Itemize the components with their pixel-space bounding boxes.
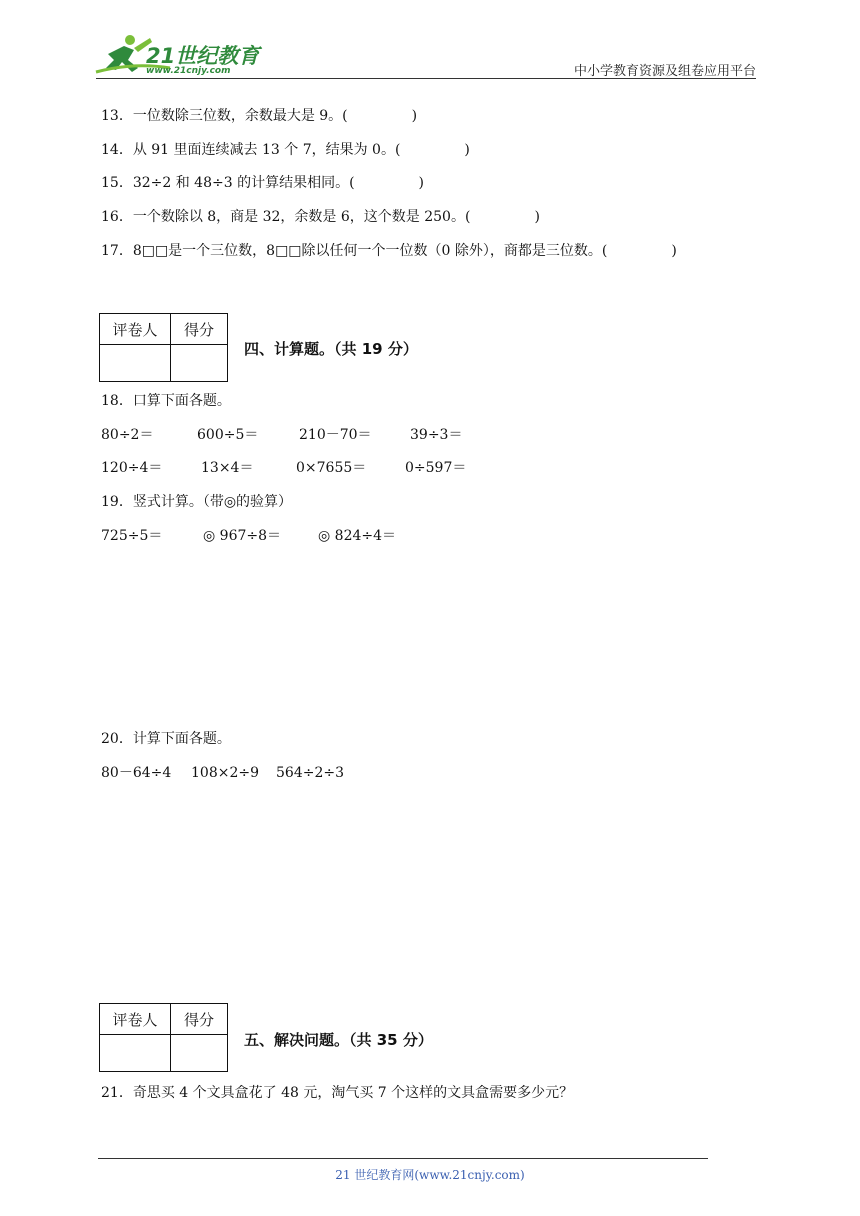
close-paren: )	[418, 175, 424, 191]
question-15	[101, 173, 424, 193]
grader-cell[interactable]	[100, 345, 171, 382]
logo-text: 21世纪教育	[146, 44, 260, 68]
close-paren: )	[534, 209, 540, 225]
mental-calc-item: 120÷4＝	[101, 460, 163, 476]
vertical-calc-item: ◎ 967÷8＝	[203, 528, 282, 544]
footer-site-link[interactable]: 21 世纪教育网(www.21cnjy.com)	[335, 1168, 525, 1182]
grader-score-table	[99, 1003, 228, 1072]
vertical-calc-item: ◎ 824÷4＝	[318, 528, 397, 544]
close-paren: )	[411, 108, 418, 124]
header-platform-text: 中小学教育资源及组卷应用平台	[573, 64, 756, 79]
question-16	[101, 207, 540, 227]
section-4-title: 四、计算题。（共 19 分）	[244, 340, 418, 358]
question-text: 16．一个数除以 8，商是 32，余数是 6，这个数是 250。(	[101, 209, 471, 225]
grader-score-table	[99, 313, 228, 382]
close-paren: )	[671, 243, 677, 259]
question-14	[101, 140, 470, 160]
grader-header: 评卷人	[100, 1004, 171, 1035]
site-logo	[94, 32, 264, 80]
question-text: 17．8□□是一个三位数，8□□除以任何一个一位数（0 除外），商都是三位数。(	[101, 243, 608, 259]
question-text: 14．从 91 里面连续减去 13 个 7，结果为 0。(	[101, 142, 401, 158]
question-text: 15．32÷2 和 48÷3 的计算结果相同。(	[101, 175, 355, 191]
footer-divider	[98, 1158, 708, 1159]
mental-calc-item: 80÷2＝	[101, 427, 154, 443]
question-text: 13．一位数除三位数，余数最大是 9。(	[101, 108, 348, 124]
mental-calc-item: 39÷3＝	[410, 427, 463, 443]
score-cell[interactable]	[171, 345, 228, 382]
question-21-label: 21．奇思买 4 个文具盒花了 48 元，淘气买 7 个这样的文具盒需要多少元？	[101, 1085, 574, 1101]
score-cell[interactable]	[171, 1035, 228, 1072]
mental-calc-item: 0×7655＝	[296, 460, 367, 476]
section-5-title: 五、解决问题。（共 35 分）	[244, 1031, 433, 1049]
vertical-calc-item: 725÷5＝	[101, 528, 163, 544]
score-header: 得分	[171, 314, 228, 345]
close-paren: )	[464, 142, 470, 158]
grader-header: 评卷人	[100, 314, 171, 345]
logo-url: www.21cnjy.com	[146, 66, 231, 76]
calc-item: 80－64÷4	[101, 765, 172, 781]
question-17	[101, 241, 677, 261]
question-19-label: 19．竖式计算。（带◎的验算）	[101, 494, 293, 510]
header-divider	[96, 78, 756, 79]
question-13	[101, 106, 417, 126]
score-header: 得分	[171, 1004, 228, 1035]
question-18-label: 18．口算下面各题。	[101, 393, 231, 409]
mental-calc-item: 600÷5＝	[197, 427, 259, 443]
question-20-label: 20．计算下面各题。	[101, 731, 231, 747]
mental-calc-item: 13×4＝	[201, 460, 254, 476]
mental-calc-item: 0÷597＝	[405, 460, 467, 476]
grader-cell[interactable]	[100, 1035, 171, 1072]
calc-item: 108×2÷9	[191, 765, 259, 781]
calc-item: 564÷2÷3	[276, 765, 344, 781]
mental-calc-item: 210－70＝	[299, 427, 372, 443]
